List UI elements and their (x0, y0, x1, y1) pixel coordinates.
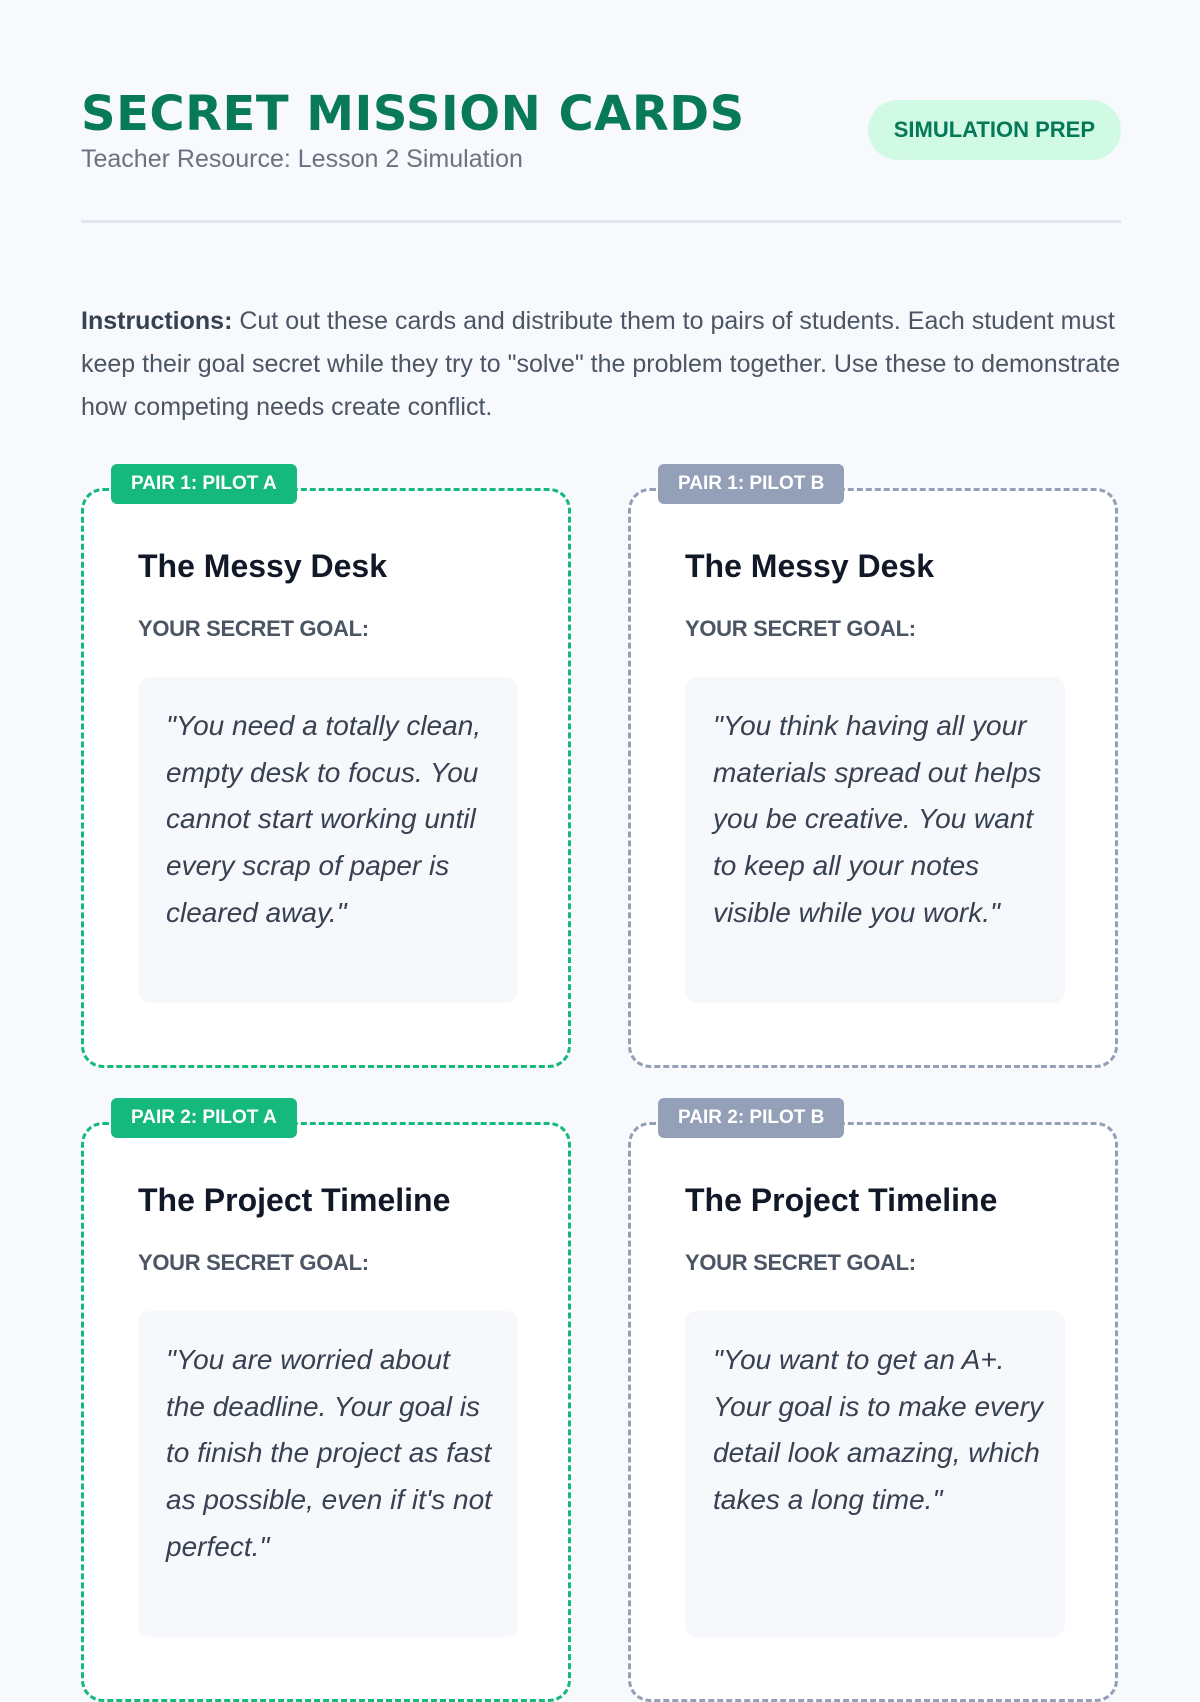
goal-label: YOUR SECRET GOAL: (138, 616, 369, 641)
mission-card-pair1-pilot-a (81, 473, 571, 1068)
instructions (81, 300, 1121, 429)
page-subtitle: Teacher Resource: Lesson 2 Simulation (81, 145, 523, 173)
goal-label: YOUR SECRET GOAL: (685, 616, 916, 641)
goal-text: "You are worried about the deadline. Your goal is to finish the project as fast as possible, even if it's not perfect." (166, 1344, 492, 1562)
goal-box (138, 1311, 518, 1637)
card-tag: PAIR 2: PILOT B (658, 1098, 844, 1138)
page (81, 0, 1121, 1600)
card-title: The Project Timeline (685, 1182, 998, 1218)
header-divider (81, 220, 1121, 223)
card-tag: PAIR 1: PILOT A (111, 464, 297, 504)
goal-label: YOUR SECRET GOAL: (685, 1250, 916, 1275)
card-title: The Project Timeline (138, 1182, 451, 1218)
mission-card-pair2-pilot-a (81, 1107, 571, 1702)
status-badge: SIMULATION PREP (868, 100, 1121, 160)
card-tag: PAIR 2: PILOT A (111, 1098, 297, 1138)
goal-text: "You want to get an A+. Your goal is to make every detail look amazing, which takes a long time." (713, 1344, 1043, 1516)
instructions-label: Instructions: (81, 307, 233, 335)
goal-box (138, 677, 518, 1003)
goal-label: YOUR SECRET GOAL: (138, 1250, 369, 1275)
instructions-text: Cut out these cards and distribute them to pairs of students. Each student must keep their goal secret while they try to "solve" the problem together. Use these to demonstrate how competing needs create conflict. (81, 307, 1121, 421)
mission-card-pair2-pilot-b (628, 1107, 1118, 1702)
goal-text: "You think having all your materials spread out helps you be creative. You want to keep all your notes visible while you work." (713, 710, 1042, 928)
goal-box (685, 677, 1065, 1003)
goal-text: "You need a totally clean, empty desk to focus. You cannot start working until every scrap of paper is cleared away." (166, 710, 482, 928)
card-title: The Messy Desk (685, 548, 935, 584)
goal-box (685, 1311, 1065, 1637)
mission-card-pair1-pilot-b (628, 473, 1118, 1068)
page-title: SECRET MISSION CARDS (81, 86, 745, 142)
header (81, 80, 1121, 180)
card-title: The Messy Desk (138, 548, 388, 584)
card-tag: PAIR 1: PILOT B (658, 464, 844, 504)
